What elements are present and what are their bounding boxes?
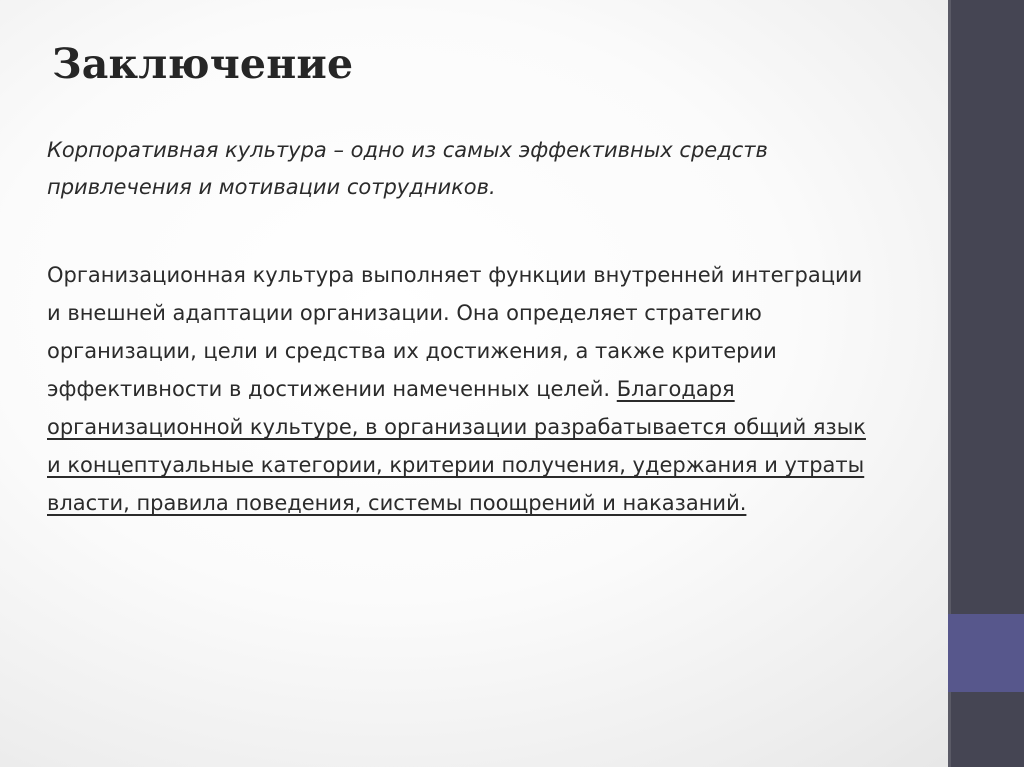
sidebar-accent-block — [948, 614, 1024, 692]
body-text-underlined: Благодаря организационной культуре, в организации разрабатывается общий язык и концептуальные категории, критерии получения, удержания и утраты власти, правила поведения, системы поощрений и наказаний. — [47, 377, 866, 515]
lead-paragraph: Корпоративная культура – одно из самых эффективных средств привлечения и мотивации сотрудников. — [47, 138, 768, 199]
slide-title: Заключение — [52, 40, 354, 88]
body-text-plain: Организационная культура выполняет функции внутренней интеграции и внешней адаптации организации. Она определяет стратегию организации, цели и средства их достижения, а также критерии эффективности в достижении намеченных целей. — [47, 263, 863, 401]
decorative-sidebar — [948, 0, 1024, 767]
body-paragraph — [47, 256, 877, 522]
